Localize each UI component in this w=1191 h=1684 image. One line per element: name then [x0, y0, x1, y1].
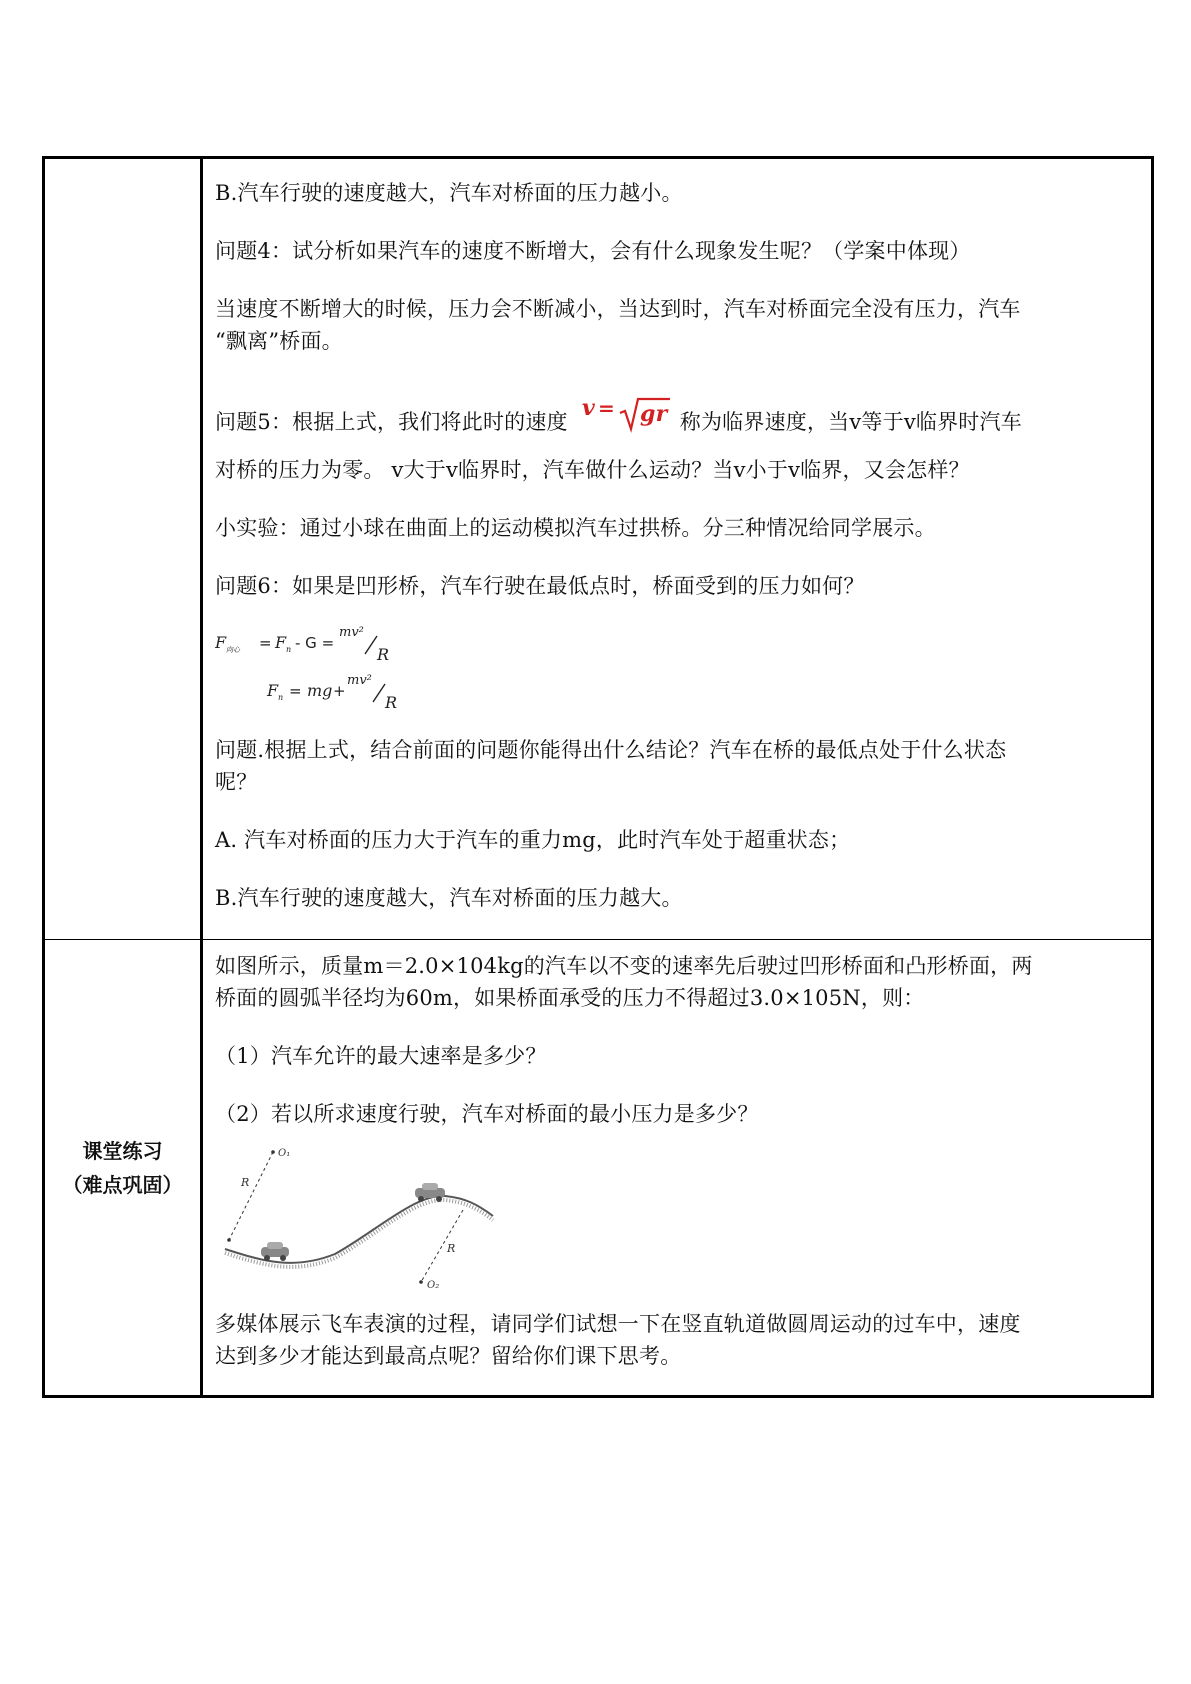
svg-text:R: R: [377, 645, 390, 664]
question-5-suffix: 称为临界速度，当v等于v临界时汽车: [679, 410, 1022, 434]
practice-label: 课堂练习: [82, 1138, 163, 1163]
row-label-empty: [44, 158, 202, 940]
row-label-practice: [44, 940, 202, 1397]
question-4: 问题4：试分析如果汽车的速度不断增大，会有什么现象发生呢？（学案中体现）: [215, 239, 971, 263]
lesson-row-bridge: [44, 158, 1153, 940]
svg-text:v: v: [581, 395, 595, 421]
svg-text:向心: 向心: [226, 646, 240, 654]
concave-bridge-equations: [215, 610, 1139, 730]
svg-text:R: R: [241, 1176, 250, 1189]
car-lower-icon: [261, 1242, 289, 1261]
svg-text:- G =: - G =: [295, 634, 335, 652]
svg-text:mv²: mv²: [339, 625, 364, 640]
conclusion-question-line-1: 问题.根据上式，结合前面的问题你能得出什么结论？汽车在桥的最低点处于什么状态: [215, 738, 1007, 762]
problem-line-2: 桥面的圆弧半径均为60m，如果桥面承受的压力不得超过3.0×105N，则：: [215, 986, 925, 1010]
question-6: 问题6：如果是凹形桥，汽车行驶在最低点时，桥面受到的压力如何？: [215, 574, 865, 598]
svg-text:F: F: [275, 633, 287, 652]
speed-increase-line-1: 当速度不断增大的时候，压力会不断减小，当达到时，汽车对桥面完全没有压力，汽车: [215, 297, 1021, 321]
speed-increase-line-2: “飘离”桥面。: [215, 329, 343, 353]
svg-text:F: F: [215, 633, 227, 652]
svg-text:=: =: [289, 682, 302, 700]
sub-question-2: （2）若以所求速度行驶，汽车对桥面的最小压力是多少？: [215, 1102, 759, 1126]
svg-text:=: =: [597, 396, 615, 420]
svg-text:O₂: O₂: [427, 1280, 440, 1291]
svg-text:R: R: [447, 1242, 456, 1255]
svg-text:mg: mg: [307, 681, 333, 700]
bridge-diagram: [215, 1144, 1139, 1294]
sub-question-1: （1）汽车允许的最大速率是多少？: [215, 1044, 547, 1068]
lesson-content-practice: [202, 940, 1153, 1397]
svg-text:+: +: [333, 682, 346, 700]
svg-text:n: n: [286, 645, 292, 654]
small-experiment: 小实验：通过小球在曲面上的运动模拟汽车过拱桥。分三种情况给同学展示。: [215, 516, 936, 540]
conclusion-question-line-2: 呢？: [215, 770, 258, 794]
question-5-prefix: 问题5：根据上式，我们将此时的速度: [215, 410, 568, 434]
question-5-line-2: 对桥的压力为零。 v大于v临界时，汽车做什么运动？当v小于v临界，又会怎样？: [215, 458, 970, 482]
multimedia-line-1: 多媒体展示飞车表演的过程，请同学们试想一下在竖直轨道做圆周运动的过车中，速度: [215, 1312, 1021, 1336]
problem-line-1: 如图所示，质量m＝2.0×104kg的汽车以不变的速率先后驶过凹形桥面和凸形桥面，两: [215, 954, 1033, 978]
multimedia-line-2: 达到多少才能达到最高点呢？留给你们课下思考。: [215, 1344, 682, 1368]
statement-b-large: B.汽车行驶的速度越大，汽车对桥面的压力越大。: [215, 886, 683, 910]
lesson-content-bridge: [202, 158, 1153, 940]
lesson-row-practice: [44, 940, 1153, 1397]
critical-speed-formula: [580, 395, 672, 444]
equation-graphic: [215, 610, 435, 710]
svg-text:F: F: [267, 681, 279, 700]
question-5-line-1: [215, 395, 1139, 444]
svg-text:gr: gr: [639, 401, 668, 427]
svg-text:=: =: [259, 634, 272, 652]
practice-sublabel: （难点巩固）: [62, 1172, 183, 1197]
svg-text:O₁: O₁: [278, 1148, 291, 1159]
statement-b-small: B.汽车行驶的速度越大，汽车对桥面的压力越小。: [215, 181, 683, 205]
statement-a: A. 汽车对桥面的压力大于汽车的重力mg，此时汽车处于超重状态；: [215, 828, 851, 852]
bridge-diagram-graphic: [215, 1144, 505, 1294]
critical-speed-formula-graphic: [580, 395, 672, 435]
car-upper-icon: [415, 1183, 445, 1202]
svg-text:R: R: [385, 693, 398, 710]
lesson-table: [42, 156, 1154, 1398]
svg-text:mv²: mv²: [347, 673, 372, 688]
svg-text:n: n: [278, 693, 284, 702]
